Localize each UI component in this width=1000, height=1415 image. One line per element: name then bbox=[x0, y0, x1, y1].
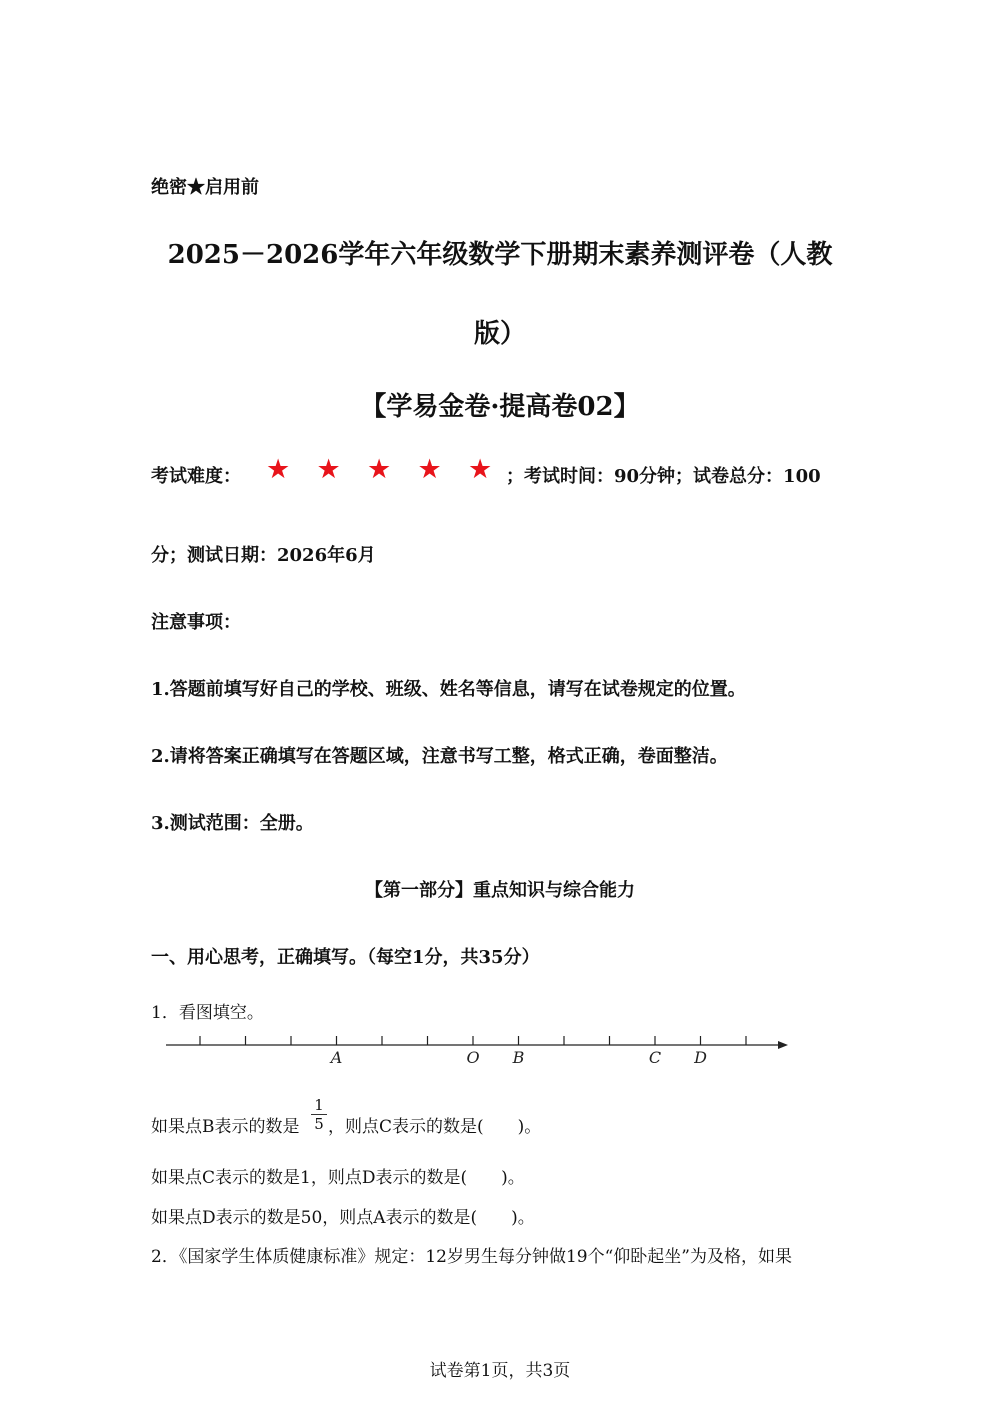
note-item: 1.答题前填写好自己的学校、班级、姓名等信息，请写在试卷规定的位置。 bbox=[151, 679, 746, 700]
note-item: 3.测试范围：全册。 bbox=[151, 813, 314, 834]
part-heading: 【第一部分】重点知识与综合能力 bbox=[365, 880, 635, 901]
exam-date: 分；测试日期：2026年6月 bbox=[151, 545, 376, 566]
page-footer: 试卷第1页，共3页 bbox=[429, 1361, 571, 1381]
fraction-numerator: 1 bbox=[314, 1096, 324, 1114]
fraction-one-fifth bbox=[311, 1097, 327, 1132]
difficulty-star-icon: ★ bbox=[468, 454, 493, 485]
confidential-label: 绝密★启用前 bbox=[151, 177, 259, 198]
difficulty-star-icon: ★ bbox=[266, 454, 291, 485]
difficulty-star-icon: ★ bbox=[316, 454, 341, 485]
question-1-prompt: 1．看图填空。 bbox=[151, 1003, 264, 1023]
exam-title-line1: 2025－2026学年六年级数学下册期末素养测评卷（人教 bbox=[167, 240, 833, 270]
point-label-a: A bbox=[330, 1048, 343, 1067]
q1-line1-before: 如果点B表示的数是 bbox=[151, 1117, 300, 1137]
exam-time-score: ；考试时间：90分钟；试卷总分：100 bbox=[506, 466, 821, 487]
q1-line2: 如果点C表示的数是1，则点D表示的数是( )。 bbox=[151, 1168, 525, 1188]
question-2-text: 2．《国家学生体质健康标准》规定：12岁男生每分钟做19个“仰卧起坐”为及格，如果 bbox=[151, 1247, 792, 1267]
point-label-o: O bbox=[466, 1048, 480, 1067]
q1-line1-after: ，则点C表示的数是( )。 bbox=[328, 1117, 542, 1137]
note-item: 2.请将答案正确填写在答题区域，注意书写工整，格式正确，卷面整洁。 bbox=[151, 746, 728, 767]
fraction-denominator: 5 bbox=[314, 1115, 324, 1133]
number-line-figure bbox=[160, 1025, 800, 1075]
q1-line3: 如果点D表示的数是50，则点A表示的数是( )。 bbox=[151, 1208, 535, 1228]
notes-heading: 注意事项： bbox=[151, 612, 241, 633]
exam-title-line2: 版） bbox=[473, 319, 526, 349]
point-label-d: D bbox=[694, 1048, 707, 1067]
exam-subtitle: 【学易金卷·提高卷02】 bbox=[360, 392, 640, 422]
point-label-b: B bbox=[512, 1048, 525, 1067]
point-label-c: C bbox=[648, 1048, 662, 1067]
difficulty-label: 考试难度： bbox=[151, 466, 241, 487]
arrow-right-icon bbox=[778, 1041, 788, 1049]
difficulty-stars bbox=[266, 455, 519, 485]
difficulty-star-icon: ★ bbox=[367, 454, 392, 485]
difficulty-star-icon: ★ bbox=[417, 454, 442, 485]
section-heading: 一、用心思考，正确填写。（每空1分，共35分） bbox=[151, 947, 540, 968]
